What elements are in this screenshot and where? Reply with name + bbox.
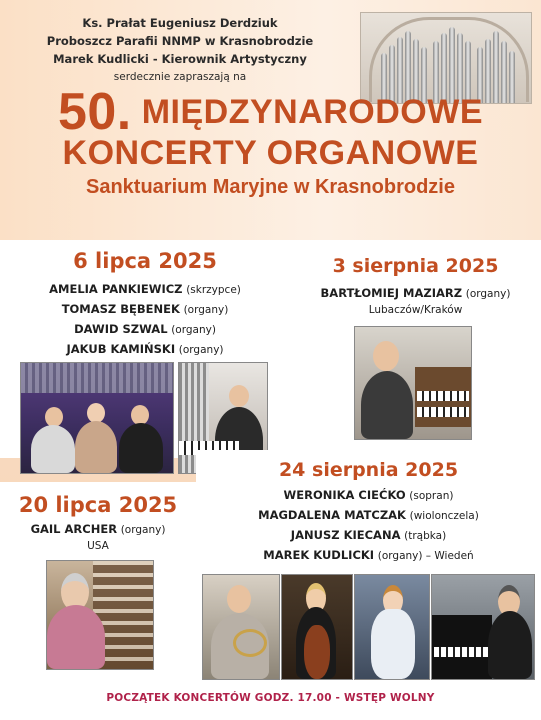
performer: MAREK KUDLICKI (organy) – Wiedeń [263,548,474,562]
soprano-photo [354,574,430,680]
title-line-1: MIĘDZYNARODOWE [141,93,484,131]
organ-pipes-photo [360,12,532,104]
performer: JANUSZ KIECANA (trąbka) [290,528,447,542]
performer: TOMASZ BĘBENEK (organy) [61,302,229,316]
festival-title [0,83,541,200]
performer-location: Lubaczów/Kraków [368,304,463,316]
invitation-text [30,14,330,86]
title-line-2: KONCERTY ORGANOWE [62,134,479,172]
trumpeter-photo [202,574,280,680]
organist-maziarz-photo [354,326,472,440]
footer-bar [0,680,541,720]
concert-date: 3 sierpnia 2025 [332,255,499,277]
performer: BARTŁOMIEJ MAZIARZ (organy) [320,286,511,300]
performer-list [290,284,541,304]
cellist-photo [281,574,353,680]
performer-list [196,486,541,566]
performer: GAIL ARCHER (organy) [30,522,166,536]
performer: AMELIA PANKIEWICZ (skrzypce) [49,282,241,296]
organist-archer-photo [46,560,154,670]
pianist-kudlicki-photo [431,574,535,680]
concert-date: 24 sierpnia 2025 [278,459,459,481]
concert-date: 20 lipca 2025 [18,493,178,517]
performer: MAGDALENA MATCZAK (wiolonczela) [258,508,479,522]
intro-line-1: Ks. Prałat Eugeniusz Derdziuk [82,16,278,30]
edition-number: 50. [57,83,132,141]
performer-list [0,520,196,540]
intro-line-4: serdecznie zapraszają na [113,71,247,83]
performer-location: USA [87,540,109,552]
performer-list [0,280,290,360]
venue-title: Sanktuarium Maryjne w Krasnobrodzie [86,176,455,198]
concert-date: 6 lipca 2025 [73,249,217,273]
performer: JAKUB KAMIŃSKI (organy) [66,342,224,356]
performer: DAWID SZWAL (organy) [74,322,216,336]
concert-time-info: POCZĄTEK KONCERTÓW GODZ. 17.00 - WSTĘP WOLNY [106,692,435,704]
performer: WERONIKA CIEĆKO (sopran) [283,488,454,502]
intro-line-2: Proboszcz Parafii NNMP w Krasnobrodzie [46,34,314,48]
performers-group-photo [20,362,174,474]
intro-line-3: Marek Kudlicki - Kierownik Artystyczny [53,52,307,66]
